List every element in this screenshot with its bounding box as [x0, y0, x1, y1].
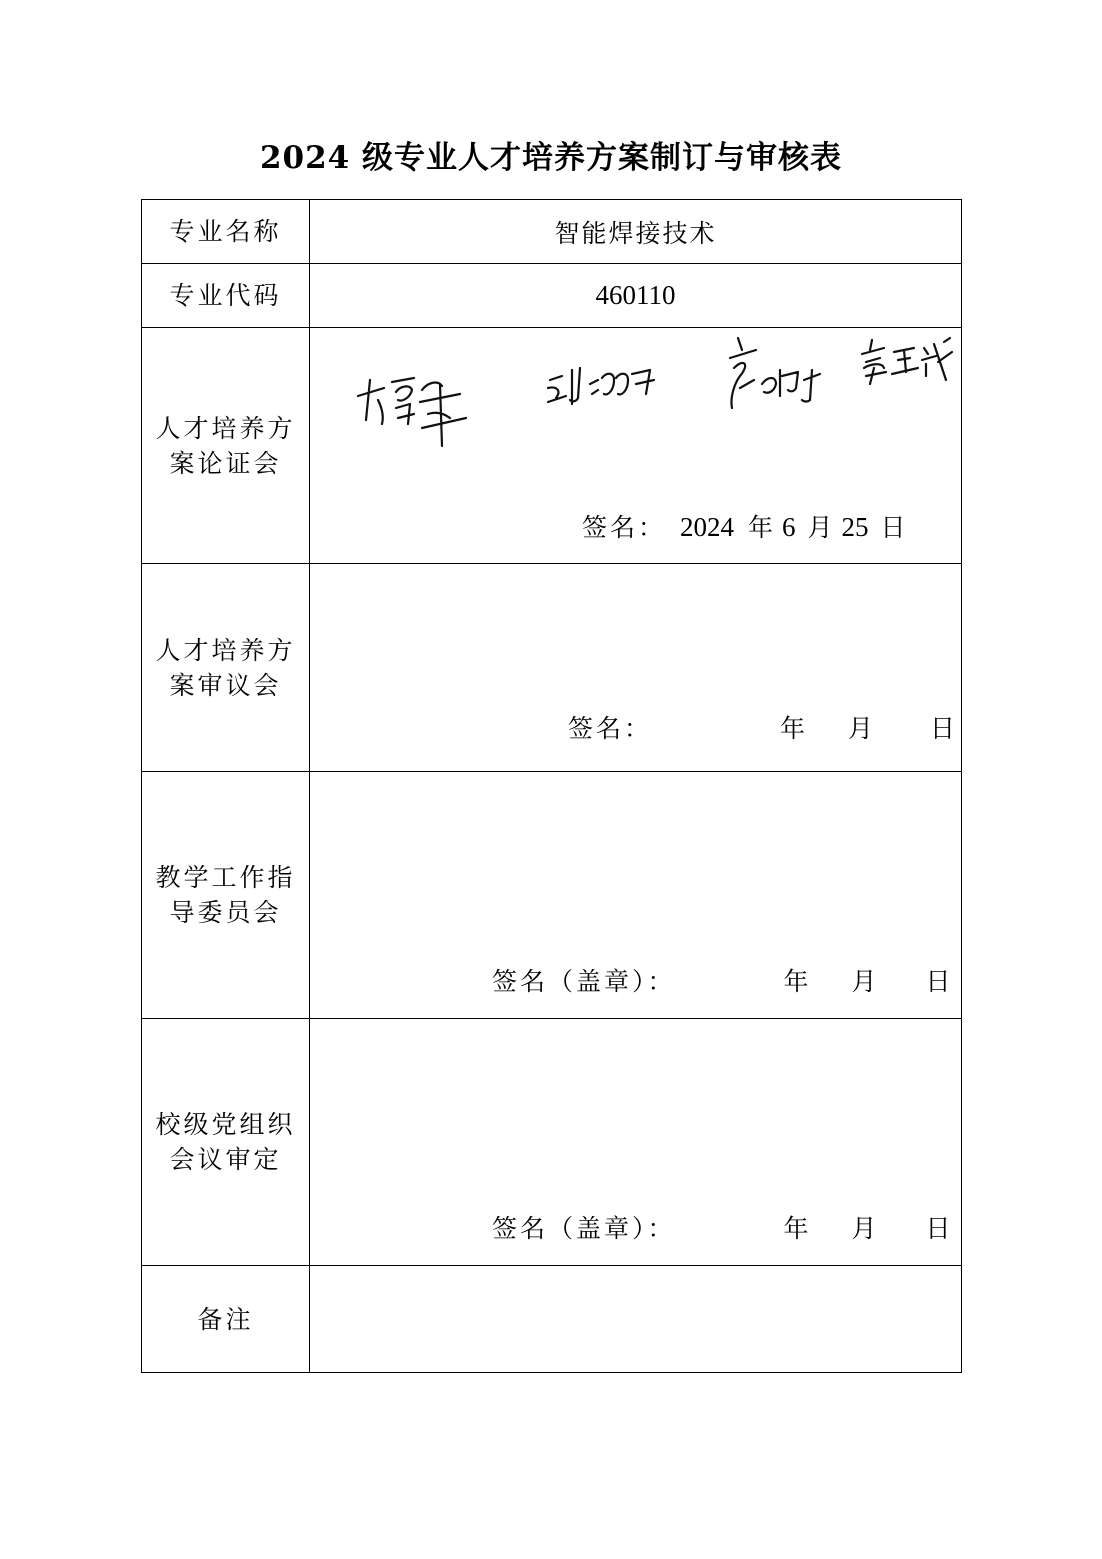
review-day-unit: 日 [930, 714, 959, 743]
major-code-value: 460110 [310, 264, 962, 328]
argument-label [142, 328, 310, 564]
major-name-value: 智能焊接技术 [310, 200, 962, 264]
major-name-label: 专业名称 [142, 200, 310, 264]
review-month-unit: 月 [848, 714, 877, 743]
major-code-label: 专业代码 [142, 264, 310, 328]
handwritten-signature-2 [548, 368, 654, 404]
remarks-label: 备注 [142, 1266, 310, 1373]
row-major-code [142, 264, 962, 328]
handwritten-signature-4 [862, 338, 952, 384]
review-year-unit: 年 [780, 714, 809, 743]
row-review [142, 564, 962, 772]
handwritten-signatures [310, 328, 962, 448]
argument-year-unit: 年 [748, 513, 777, 542]
row-committee [142, 772, 962, 1019]
review-sign-label: 签名： [568, 714, 653, 743]
row-remarks [142, 1266, 962, 1373]
argument-day-unit: 日 [880, 513, 909, 542]
party-month-unit: 月 [851, 1214, 880, 1243]
argument-month: 6 [782, 512, 796, 542]
committee-month-unit: 月 [851, 967, 880, 996]
committee-day-unit: 日 [925, 967, 954, 996]
party-label [142, 1019, 310, 1266]
committee-cell [310, 772, 962, 1019]
committee-year-unit: 年 [783, 967, 812, 996]
argument-month-unit: 月 [807, 513, 836, 542]
approval-form-table [141, 199, 962, 1373]
party-label-line2: 会议审定 [169, 1145, 282, 1174]
review-sign-line [568, 709, 958, 745]
argument-cell [310, 328, 962, 564]
committee-label [142, 772, 310, 1019]
handwritten-signature-1 [358, 378, 466, 446]
party-day-unit: 日 [925, 1214, 954, 1243]
committee-sign-line [492, 962, 954, 998]
committee-sign-label: 签名（盖章）： [492, 967, 676, 996]
review-label-line2: 案审议会 [169, 670, 282, 700]
committee-label-line2: 导委员会 [169, 898, 282, 927]
remarks-value [310, 1266, 962, 1373]
row-argument [142, 328, 962, 564]
party-year-unit: 年 [783, 1214, 812, 1243]
argument-sign-label: 签名： [582, 513, 667, 542]
party-label-line1: 校级党组织 [155, 1110, 296, 1139]
review-label-line1: 人才培养方 [155, 635, 296, 665]
argument-label-line1: 人才培养方 [155, 413, 296, 443]
row-major-name [142, 200, 962, 264]
argument-day: 25 [841, 512, 869, 542]
handwritten-signature-3 [730, 338, 820, 408]
argument-year: 2024 [680, 512, 735, 542]
review-label [142, 564, 310, 772]
argument-sign-line [582, 508, 909, 544]
committee-label-line1: 教学工作指 [155, 863, 296, 892]
party-sign-label: 签名（盖章）： [492, 1214, 676, 1243]
review-cell [310, 564, 962, 772]
document-title: 2024 级专业人才培养方案制订与审核表 [259, 140, 843, 176]
party-sign-line [492, 1209, 954, 1245]
party-cell [310, 1019, 962, 1266]
argument-label-line2: 案论证会 [169, 448, 282, 478]
row-party [142, 1019, 962, 1266]
